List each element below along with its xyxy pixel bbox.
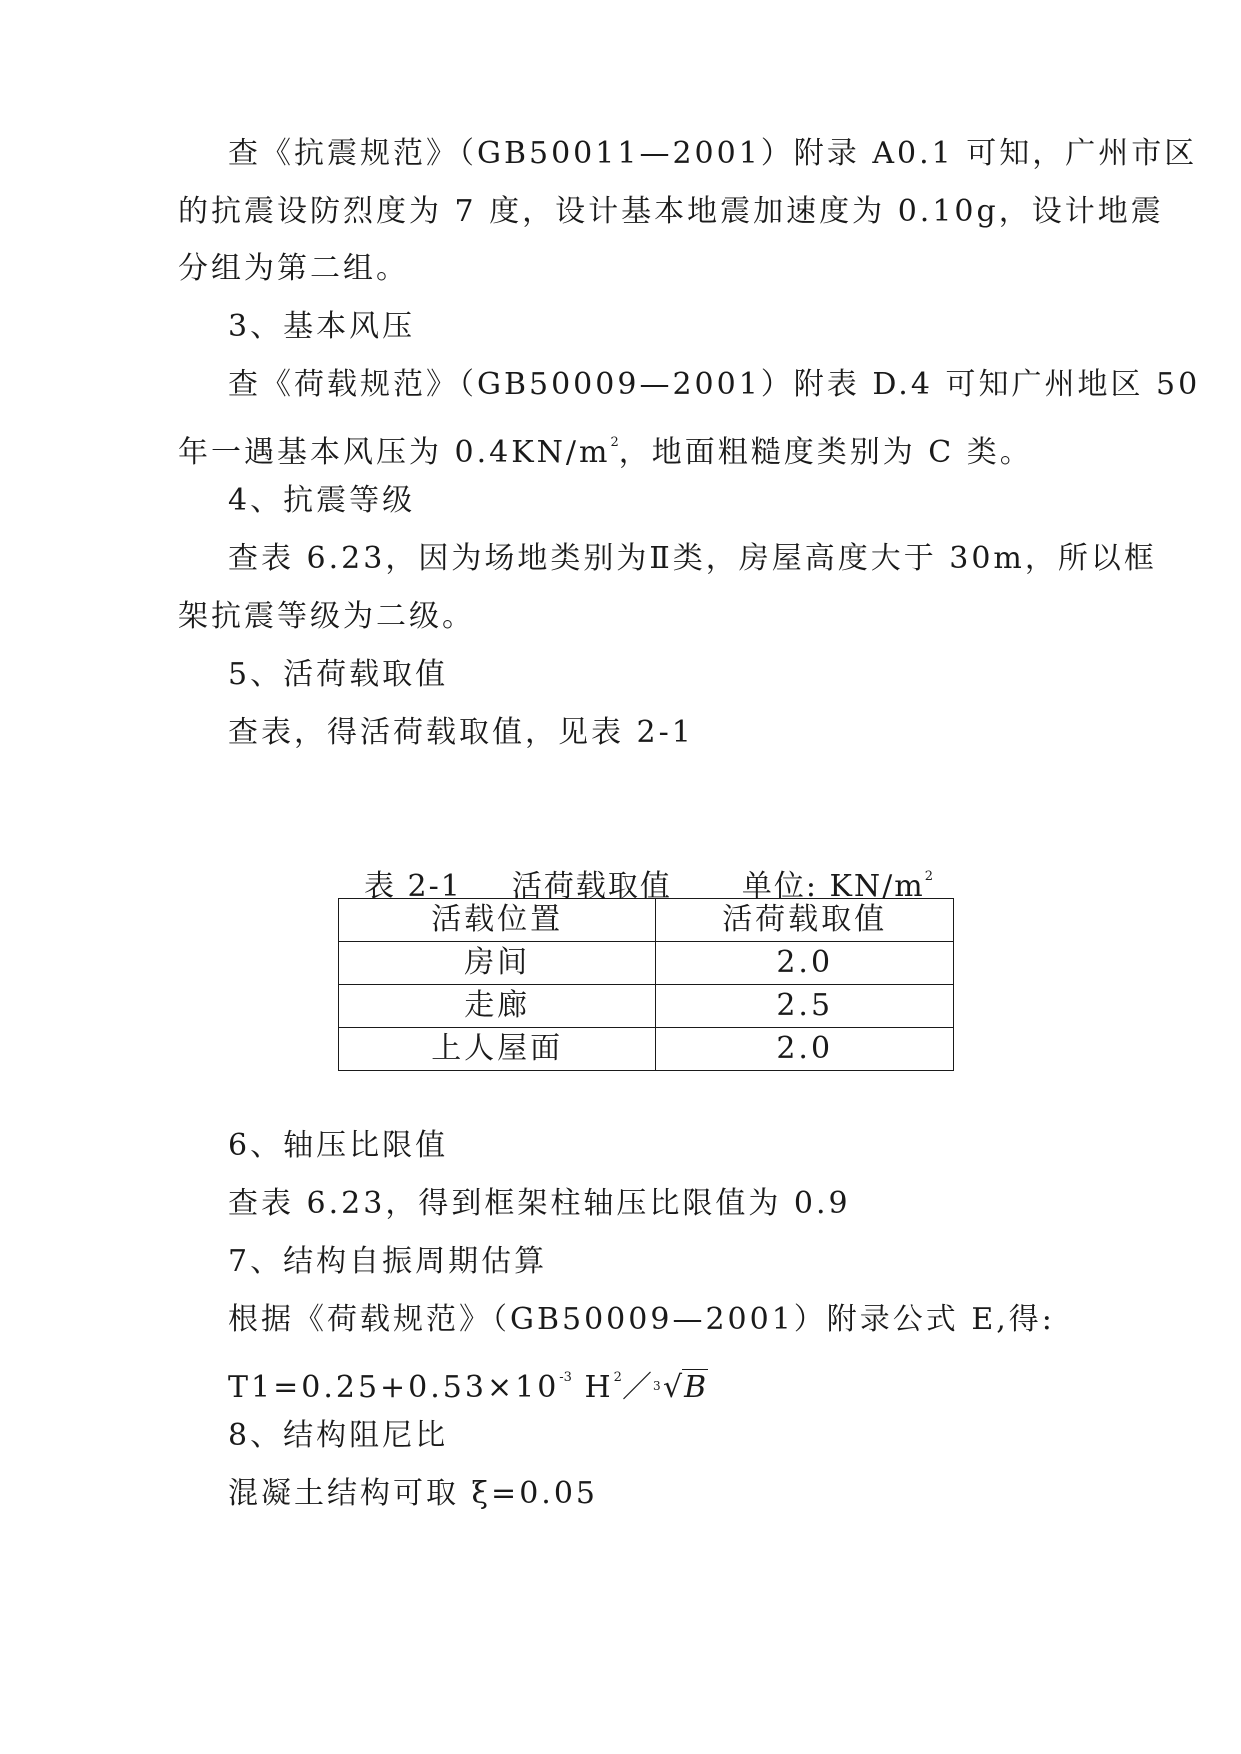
paragraph-wind-line2	[178, 423, 1033, 473]
formula-h-superscript: 2	[613, 1370, 622, 1385]
paragraph-seismic-line3: 分组为第二组。	[178, 251, 409, 286]
wind-text-b: ，地面粗糙度类别为 C 类。	[618, 435, 1033, 470]
paragraph-damping-line1: 混凝土结构可取 ξ=0.05	[228, 1476, 598, 1511]
paragraph-wind-line1: 查《荷载规范》（GB50009—2001）附表 D.4 可知广州地区 50	[228, 367, 1201, 402]
paragraph-natural-period-line1: 根据《荷载规范》（GB50009—2001）附录公式 E,得:	[228, 1302, 1055, 1337]
paragraph-grade-line2: 架抗震等级为二级。	[178, 599, 475, 634]
table-row	[339, 942, 954, 985]
wind-text-a: 年一遇基本风压为 0.4KN/m	[178, 435, 611, 470]
heading-natural-period: 7、结构自振周期估算	[228, 1244, 548, 1279]
table-row	[339, 985, 954, 1028]
formula-part-a: T1=0.25+0.53×10	[228, 1370, 560, 1405]
paragraph-grade-line1: 查表 6.23，因为场地类别为Ⅱ类，房屋高度大于 30m，所以框	[228, 541, 1157, 576]
formula-exponent: -3	[559, 1370, 572, 1385]
paragraph-axial-ratio-line1: 查表 6.23，得到框架柱轴压比限值为 0.9	[228, 1186, 851, 1221]
paragraph-seismic-line1: 查《抗震规范》（GB50011—2001）附录 A0.1 可知，广州市区	[228, 136, 1198, 171]
table-cell-value: 2.5	[656, 985, 954, 1028]
root-index: 3	[652, 1379, 661, 1393]
live-load-table	[338, 898, 954, 1071]
heading-seismic-grade: 4、抗震等级	[228, 483, 416, 518]
table-caption-unit: 单位: KN/m	[741, 869, 925, 904]
root-variable: B	[684, 1370, 707, 1405]
table-row	[339, 1028, 954, 1071]
formula-part-b: H	[571, 1370, 614, 1405]
heading-basic-wind-pressure: 3、基本风压	[228, 309, 416, 344]
formula-divide: ／	[621, 1370, 655, 1405]
table-caption-unit-superscript: 2	[924, 869, 934, 884]
table-cell-position: 走廊	[339, 985, 656, 1028]
table-cell-position: 房间	[339, 942, 656, 985]
table-cell-value: 2.0	[656, 1028, 954, 1071]
table-header-row	[339, 899, 954, 942]
table-header-value: 活荷载取值	[656, 899, 954, 942]
heading-axial-ratio: 6、轴压比限值	[228, 1128, 449, 1163]
table-cell-position: 上人屋面	[339, 1028, 656, 1071]
paragraph-seismic-line2: 的抗震设防烈度为 7 度，设计基本地震加速度为 0.10g，设计地震	[178, 194, 1164, 229]
radical-icon: √	[662, 1370, 683, 1405]
cube-root-b	[652, 1368, 708, 1408]
period-formula	[228, 1358, 708, 1408]
wind-unit-superscript: 2	[610, 435, 619, 450]
paragraph-live-load-line1: 查表，得活荷载取值，见表 2-1	[228, 715, 694, 750]
heading-live-load: 5、活荷载取值	[228, 657, 449, 692]
table-cell-value: 2.0	[656, 942, 954, 985]
table-caption-id: 表 2-1	[364, 869, 462, 904]
table-header-position: 活载位置	[339, 899, 656, 942]
table-caption-title: 活荷载取值	[511, 869, 672, 904]
heading-damping-ratio: 8、结构阻尼比	[228, 1418, 449, 1453]
